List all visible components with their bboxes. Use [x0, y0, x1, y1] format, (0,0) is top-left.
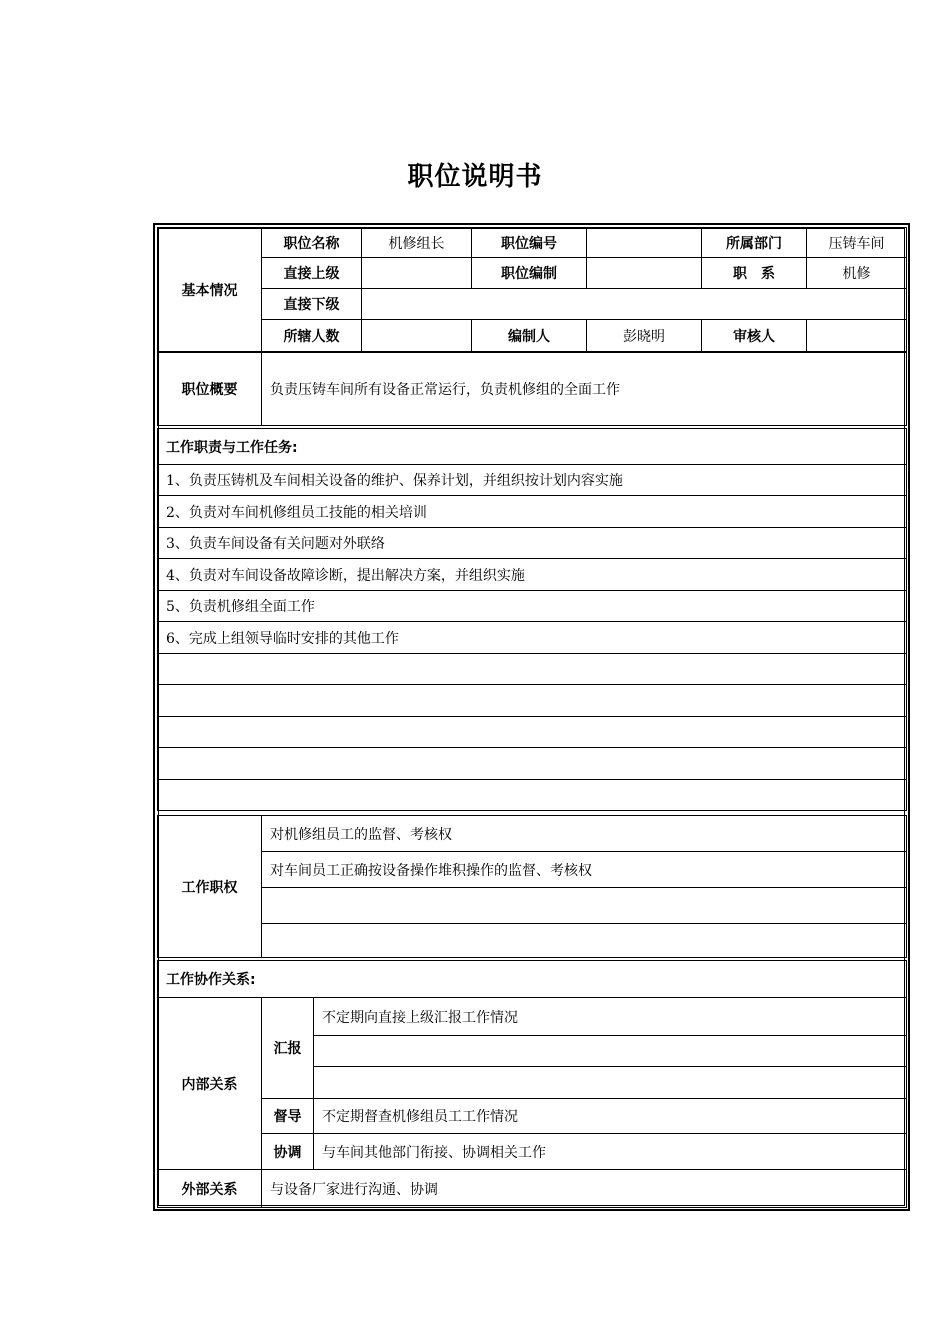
report-item[interactable]	[314, 1067, 907, 1099]
basic-info-table	[157, 227, 907, 352]
duty-item[interactable]: 1、负责压铸机及车间相关设备的维护、保养计划，并组织按计划内容实施	[158, 465, 907, 496]
authority-label: 工作职权	[158, 816, 262, 958]
report-item[interactable]: 不定期向直接上级汇报工作情况	[314, 998, 907, 1036]
author-label: 编制人	[472, 320, 587, 352]
summary-table	[157, 352, 907, 426]
headcount-value[interactable]	[587, 258, 702, 289]
subordinate-label: 直接下级	[262, 289, 362, 320]
duties-header: 工作职责与工作任务:	[158, 429, 907, 465]
author-value[interactable]: 彭晓明	[587, 320, 702, 352]
superior-value[interactable]	[362, 258, 472, 289]
duty-item[interactable]	[158, 654, 907, 685]
internal-relations-label: 内部关系	[158, 998, 262, 1170]
subordinate-value[interactable]	[362, 289, 907, 320]
external-relations-label: 外部关系	[158, 1170, 262, 1208]
duties-table	[157, 428, 907, 811]
reviewer-value[interactable]	[807, 320, 907, 352]
department-label: 所属部门	[702, 228, 807, 258]
position-code-value[interactable]	[587, 228, 702, 258]
external-relations-text[interactable]: 与设备厂家进行沟通、协调	[262, 1170, 907, 1208]
duty-item[interactable]: 5、负责机修组全面工作	[158, 591, 907, 622]
managed-count-value[interactable]	[362, 320, 472, 352]
duty-item[interactable]	[158, 748, 907, 780]
job-family-label: 职 系	[702, 258, 807, 289]
duty-item[interactable]: 2、负责对车间机修组员工技能的相关培训	[158, 496, 907, 528]
cooperation-header: 工作协作关系:	[158, 961, 907, 998]
authority-table	[157, 815, 907, 958]
supervise-text[interactable]: 不定期督查机修组员工工作情况	[314, 1099, 907, 1134]
summary-text[interactable]: 负责压铸车间所有设备正常运行，负责机修组的全面工作	[262, 353, 907, 426]
position-code-label: 职位编号	[472, 228, 587, 258]
department-value[interactable]: 压铸车间	[807, 228, 907, 258]
duty-item[interactable]	[158, 780, 907, 811]
duty-item[interactable]: 4、负责对车间设备故障诊断，提出解决方案，并组织实施	[158, 559, 907, 591]
authority-item[interactable]	[262, 888, 907, 924]
report-item[interactable]	[314, 1036, 907, 1067]
headcount-label: 职位编制	[472, 258, 587, 289]
authority-item[interactable]: 对机修组员工的监督、考核权	[262, 816, 907, 852]
job-family-value[interactable]: 机修	[807, 258, 907, 289]
report-label: 汇报	[262, 998, 314, 1099]
managed-count-label: 所辖人数	[262, 320, 362, 352]
position-name-label: 职位名称	[262, 228, 362, 258]
superior-label: 直接上级	[262, 258, 362, 289]
coordinate-text[interactable]: 与车间其他部门衔接、协调相关工作	[314, 1134, 907, 1170]
duty-item[interactable]	[158, 685, 907, 717]
supervise-label: 督导	[262, 1099, 314, 1134]
basic-info-label: 基本情况	[158, 228, 262, 352]
position-name-value[interactable]: 机修组长	[362, 228, 472, 258]
authority-item[interactable]	[262, 924, 907, 958]
coordinate-label: 协调	[262, 1134, 314, 1170]
authority-item[interactable]: 对车间员工正确按设备操作堆积操作的监督、考核权	[262, 852, 907, 888]
duty-item[interactable]	[158, 717, 907, 748]
duty-item[interactable]: 6、完成上组领导临时安排的其他工作	[158, 622, 907, 654]
reviewer-label: 审核人	[702, 320, 807, 352]
cooperation-table	[157, 960, 907, 1208]
duty-item[interactable]: 3、负责车间设备有关问题对外联络	[158, 528, 907, 559]
summary-label: 职位概要	[158, 353, 262, 426]
page-title: 职位说明书	[407, 162, 543, 192]
